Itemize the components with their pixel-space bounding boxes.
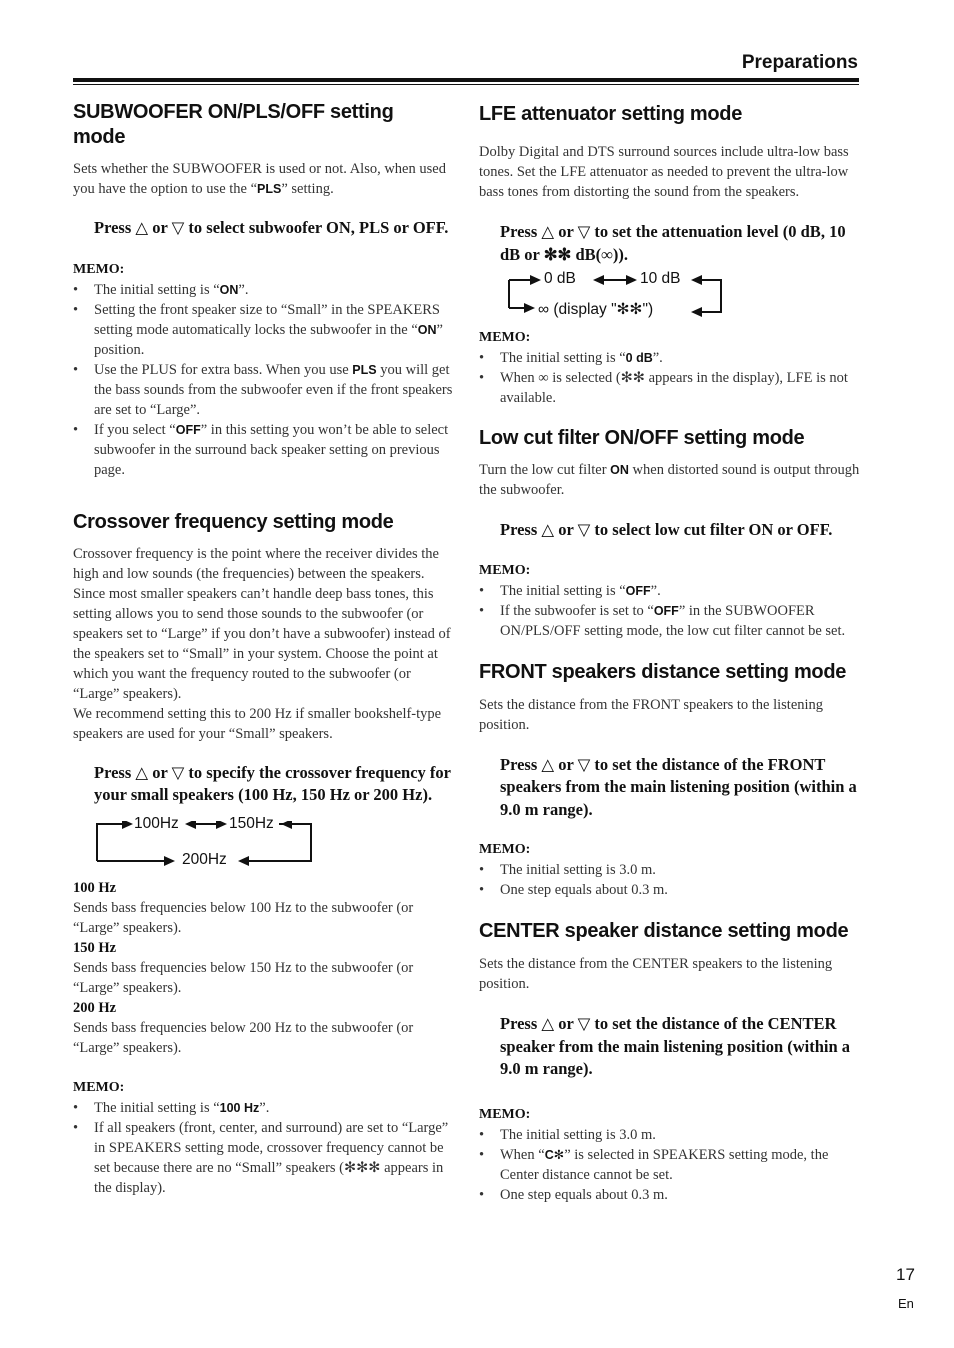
subwoofer-intro: Sets whether the SUBWOOFER is used or not. Also, when used you have the option to use the “PLS” setting. [73,161,446,197]
center-distance-section [479,919,861,1205]
memo-item: • The initial setting is “OFF”. [479,581,861,601]
option-description: Sends bass frequencies below 200 Hz to the subwoofer (or “Large” speakers). [73,1019,414,1056]
lowcut-instruction: Press △ or ▽ to select low cut filter ON or OFF. [500,520,833,539]
memo-item: • The initial setting is 3.0 m. [479,860,861,880]
front-distance-title: FRONT speakers distance setting mode [479,660,847,683]
crossover-title: Crossover frequency setting mode [73,510,394,533]
memo-item: • The initial setting is 3.0 m. [479,1125,861,1145]
memo-item: • The initial setting is “0 dB”. [479,348,861,368]
option-description: Sends bass frequencies below 150 Hz to the subwoofer (or “Large” speakers). [73,959,414,996]
option-heading: 150 Hz [73,939,117,956]
memo-heading: MEMO: [73,261,125,277]
crossover-section [73,510,453,1198]
memo-item: • If the subwoofer is set to “OFF” in the SUBWOOFER ON/PLS/OFF setting mode, the low cut filter cannot be set. [479,601,861,641]
lfe-instruction: Press △ or ▽ to set the attenuation level (0 dB, 10 dB or ✻✻ dB(∞)). [500,222,846,264]
memo-heading: MEMO: [479,842,531,857]
option-10db: 10 dB [640,270,681,287]
option-description: Sends bass frequencies below 100 Hz to the subwoofer (or “Large” speakers). [73,899,414,936]
lfe-body: Dolby Digital and DTS surround sources include ultra-low bass tones. Set the LFE attenuator as needed to prevent the ultra-low bass tones from distorting the sound from the speakers. [479,144,849,200]
subwoofer-section [73,100,453,480]
front-distance-instruction: Press △ or ▽ to set the distance of the FRONT speakers from the main listening position (within a 9.0 m range). [500,754,857,819]
crossover-instruction: Press △ or ▽ to specify the crossover frequency for your small speakers (100 Hz, 150 Hz or 200 Hz). [94,762,451,804]
crossover-cycle-diagram [93,814,353,873]
section-title: Preparations [741,52,858,73]
memo-item: • If you select “OFF” in this setting you won’t be able to select subwoofer in the surround back speaker setting on previous page. [73,420,453,480]
option-200hz: 200Hz [182,850,227,868]
option-0db: 0 dB [544,270,576,287]
center-distance-title: CENTER speaker distance setting mode [479,920,849,942]
left-column [73,100,453,1198]
center-distance-body: Sets the distance from the CENTER speakers to the listening position. [479,956,833,992]
subwoofer-memo-list [73,280,453,480]
crossover-options [73,878,453,1058]
memo-heading: MEMO: [73,1079,125,1095]
memo-item: • The initial setting is “ON”. [73,280,453,300]
lowcut-body: Turn the low cut filter ON when distorted sound is output through the subwoofer. [479,462,860,498]
header-rule-thin [73,84,859,85]
lfe-section [479,102,861,408]
option-heading: 200 Hz [73,999,117,1016]
option-150hz: 150Hz [229,814,274,832]
memo-item: • If all speakers (front, center, and surround) are set to “Large” in SPEAKERS setting mode, crossover frequency cannot be set because there are no “Small” speakers (✻✻✻ appears in the display). [73,1118,453,1198]
lowcut-section [479,426,861,641]
memo-item: • Setting the front speaker size to “Small” in the SPEAKERS setting mode automatically locks the subwoofer in the “ON” position. [73,300,453,360]
subwoofer-title: SUBWOOFER ON/PLS/OFF setting mode [73,101,394,148]
subwoofer-instruction: Press △ or ▽ to select subwoofer ON, PLS or OFF. [94,218,449,237]
front-distance-section [479,660,861,901]
memo-heading: MEMO: [479,562,531,578]
crossover-memo-list [73,1098,453,1198]
pls-label: PLS [257,182,282,196]
memo-heading: MEMO: [479,1106,531,1122]
crossover-recommendation: We recommend setting this to 200 Hz if smaller bookshelf-type speakers are used for your “Small” speakers. [73,705,442,742]
memo-item: • The initial setting is “100 Hz”. [73,1098,453,1118]
option-heading: 100 Hz [73,879,117,896]
lfe-title: LFE attenuator setting mode [479,103,743,125]
memo-item: • One step equals about 0.3 m. [479,1185,861,1205]
front-memo-list [479,860,861,900]
page-language: En [898,1296,914,1311]
lowcut-title: Low cut filter ON/OFF setting mode [479,427,805,449]
crossover-body: Crossover frequency is the point where the receiver divides the high and low sounds (the frequencies) between the speakers. Since most smaller speakers can’t handle deep bass tones, this setting allows you to send those sounds to the subwoofer (or speakers set to “Large” if you don’t have a subwoofer) instead of the speakers set to “Small” in your system. Choose the point at which you want the frequency routed to the subwoofer (or “Large” speakers). [73,545,451,702]
lfe-memo-list [479,348,861,408]
memo-item: • One step equals about 0.3 m. [479,880,861,900]
option-100hz: 100Hz [134,814,179,832]
memo-heading: MEMO: [479,330,531,345]
memo-item: • When ∞ is selected (✻✻ appears in the display), LFE is not available. [479,368,861,408]
lfe-cycle-diagram [505,272,765,322]
header-rule [73,78,859,82]
front-distance-body: Sets the distance from the FRONT speakers to the listening position. [479,696,824,733]
center-memo-list [479,1125,861,1205]
option-infinity: ∞ (display "✻✻") [538,301,654,318]
center-distance-instruction: Press △ or ▽ to set the distance of the CENTER speaker from the main listening position (within a 9.0 m range). [500,1014,851,1078]
page-number: 17 [896,1265,915,1284]
lowcut-memo-list [479,581,861,641]
memo-item: • When “C✻” is selected in SPEAKERS setting mode, the Center distance cannot be set. [479,1145,861,1185]
right-column [479,100,861,1205]
memo-item: • Use the PLUS for extra bass. When you use PLS you will get the bass sounds from the subwoofer even if the front speakers are set to “Large”. [73,360,453,420]
